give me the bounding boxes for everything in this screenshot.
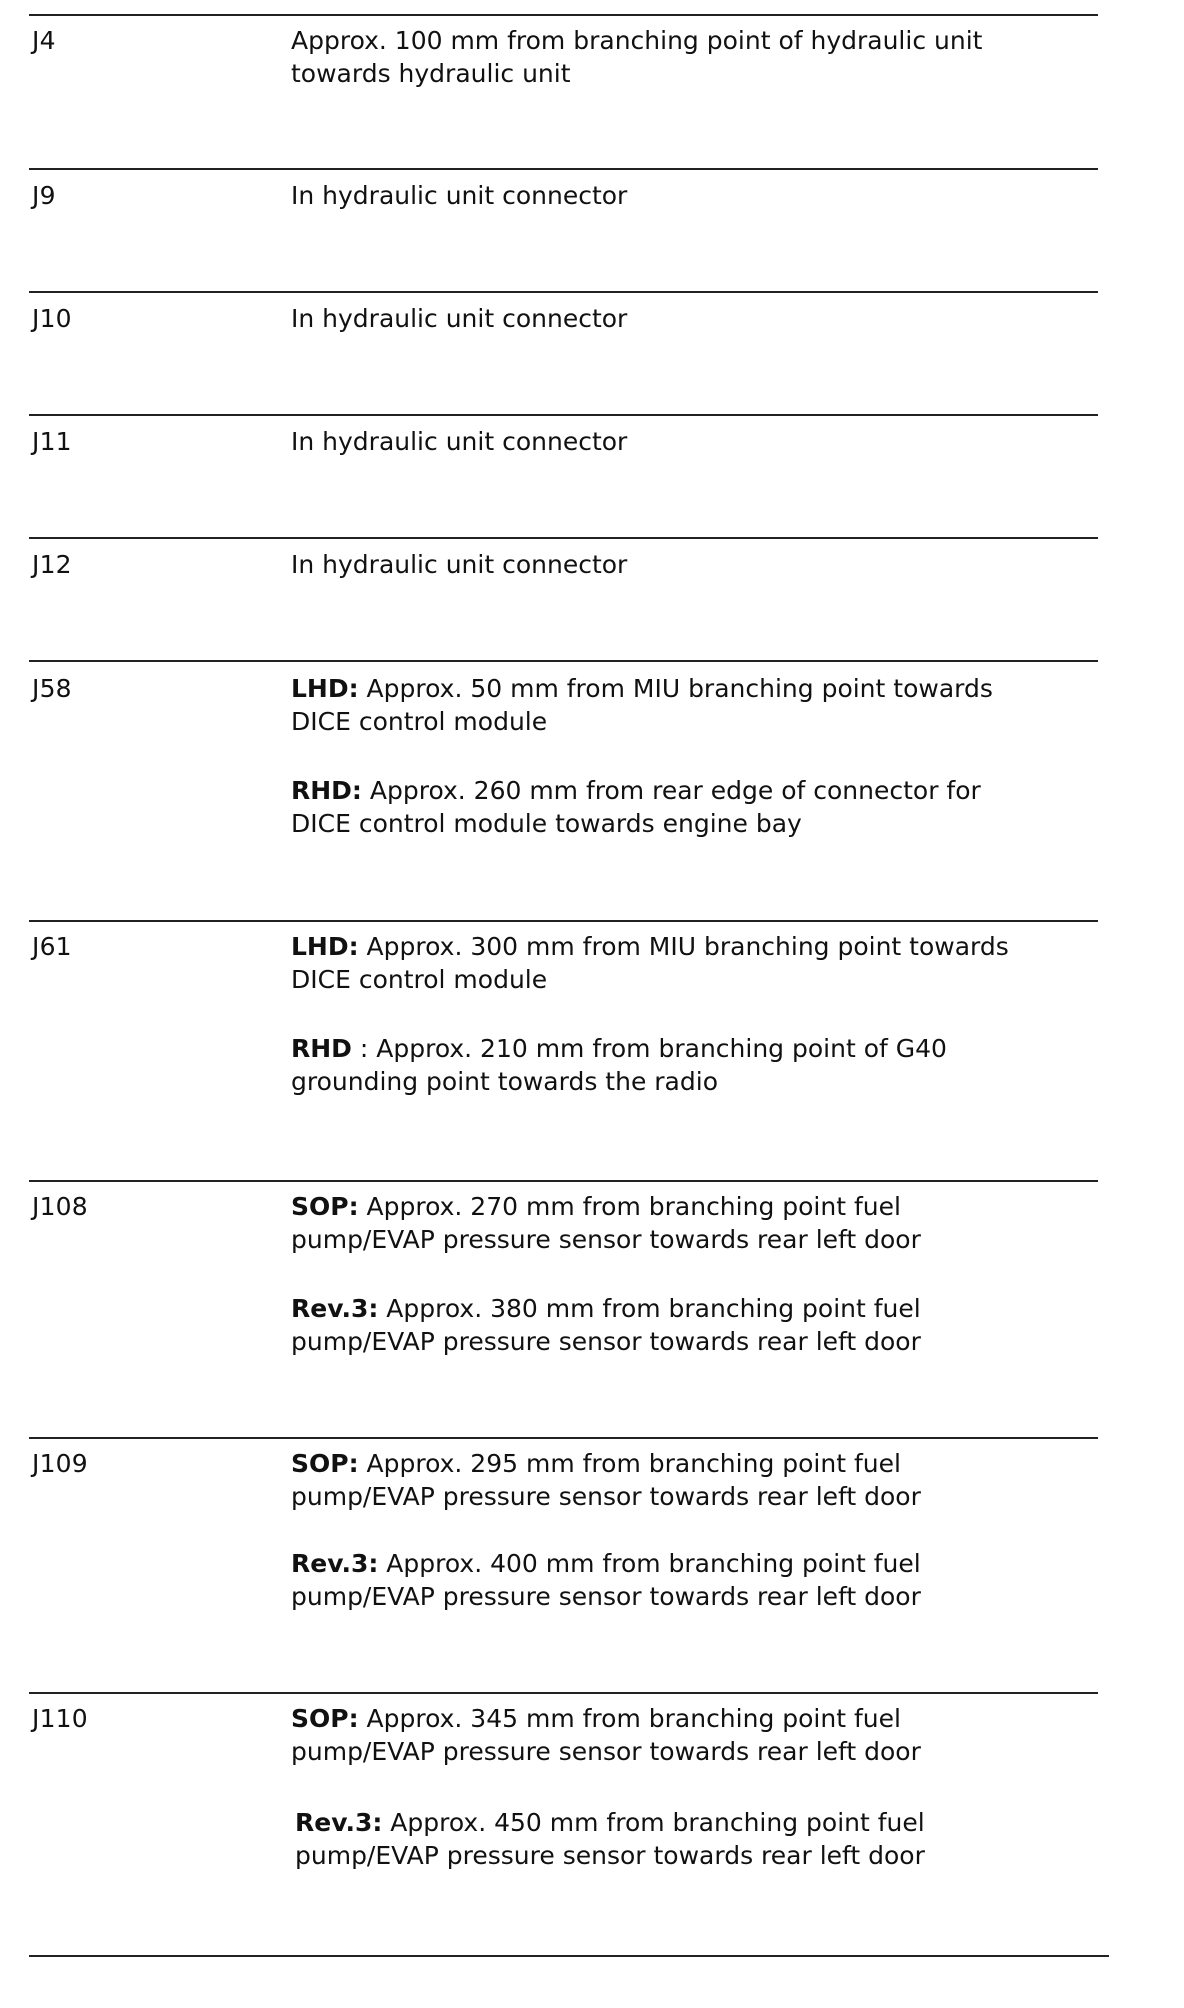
variant-label: Rev.3: [291,1294,379,1323]
location-variant-rhd [291,1032,1101,1098]
row-divider [29,1692,1098,1694]
row-divider [29,1180,1098,1182]
variant-label: SOP: [291,1704,359,1733]
variant-label: RHD [291,1034,352,1063]
junction-id: J108 [32,1192,88,1221]
junction-id: J9 [32,181,56,210]
junction-id: J10 [32,304,72,333]
variant-label: Rev.3: [295,1808,383,1837]
junction-id: J4 [32,26,56,55]
location-variant-sop [291,1190,1101,1256]
table-bottom-rule [29,1955,1109,1957]
junction-id: J12 [32,550,72,579]
variant-text: Approx. 345 mm from branching point fuel pump/EVAP pressure sensor towards rear left door [291,1704,921,1766]
location-variant-rev3 [291,1292,1101,1358]
variant-text: Approx. 300 mm from MIU branching point towards DICE control module [291,932,1009,994]
junction-id: J61 [32,932,72,961]
variant-label: LHD: [291,932,359,961]
location-variant-rev3 [291,1547,1101,1613]
junction-id: J109 [32,1449,88,1478]
variant-text: Approx. 270 mm from branching point fuel pump/EVAP pressure sensor towards rear left door [291,1192,921,1254]
variant-text: : Approx. 210 mm from branching point of G40 grounding point towards the radio [291,1034,947,1096]
variant-label: RHD: [291,776,362,805]
junction-location: In hydraulic unit connector [291,304,628,333]
location-variant-lhd [291,930,1101,996]
variant-label: Rev.3: [291,1549,379,1578]
variant-text: Approx. 295 mm from branching point fuel pump/EVAP pressure sensor towards rear left door [291,1449,921,1511]
location-variant-sop [291,1447,1101,1513]
junction-location: In hydraulic unit connector [291,427,628,456]
location-variant-rhd [291,774,1101,840]
row-divider [29,1437,1098,1439]
row-divider [29,14,1098,16]
row-divider [29,660,1098,662]
location-variant-lhd [291,672,1101,738]
variant-text: Approx. 380 mm from branching point fuel pump/EVAP pressure sensor towards rear left door [291,1294,921,1356]
junction-location: Approx. 100 mm from branching point of hydraulic unit towards hydraulic unit [291,26,983,88]
row-divider [29,168,1098,170]
location-variant-sop [291,1702,1101,1768]
variant-text: Approx. 450 mm from branching point fuel pump/EVAP pressure sensor towards rear left door [295,1808,925,1870]
row-divider [29,414,1098,416]
junction-id: J58 [32,674,72,703]
junction-id: J110 [32,1704,88,1733]
variant-text: Approx. 400 mm from branching point fuel pump/EVAP pressure sensor towards rear left door [291,1549,921,1611]
junction-location: In hydraulic unit connector [291,181,628,210]
variant-label: SOP: [291,1449,359,1478]
row-divider [29,537,1098,539]
variant-label: SOP: [291,1192,359,1221]
variant-text: Approx. 260 mm from rear edge of connector for DICE control module towards engine bay [291,776,981,838]
location-variant-rev3 [295,1806,1105,1872]
junction-location: In hydraulic unit connector [291,550,628,579]
row-divider [29,920,1098,922]
row-divider [29,291,1098,293]
variant-label: LHD: [291,674,359,703]
variant-text: Approx. 50 mm from MIU branching point towards DICE control module [291,674,993,736]
junction-id: J11 [32,427,72,456]
